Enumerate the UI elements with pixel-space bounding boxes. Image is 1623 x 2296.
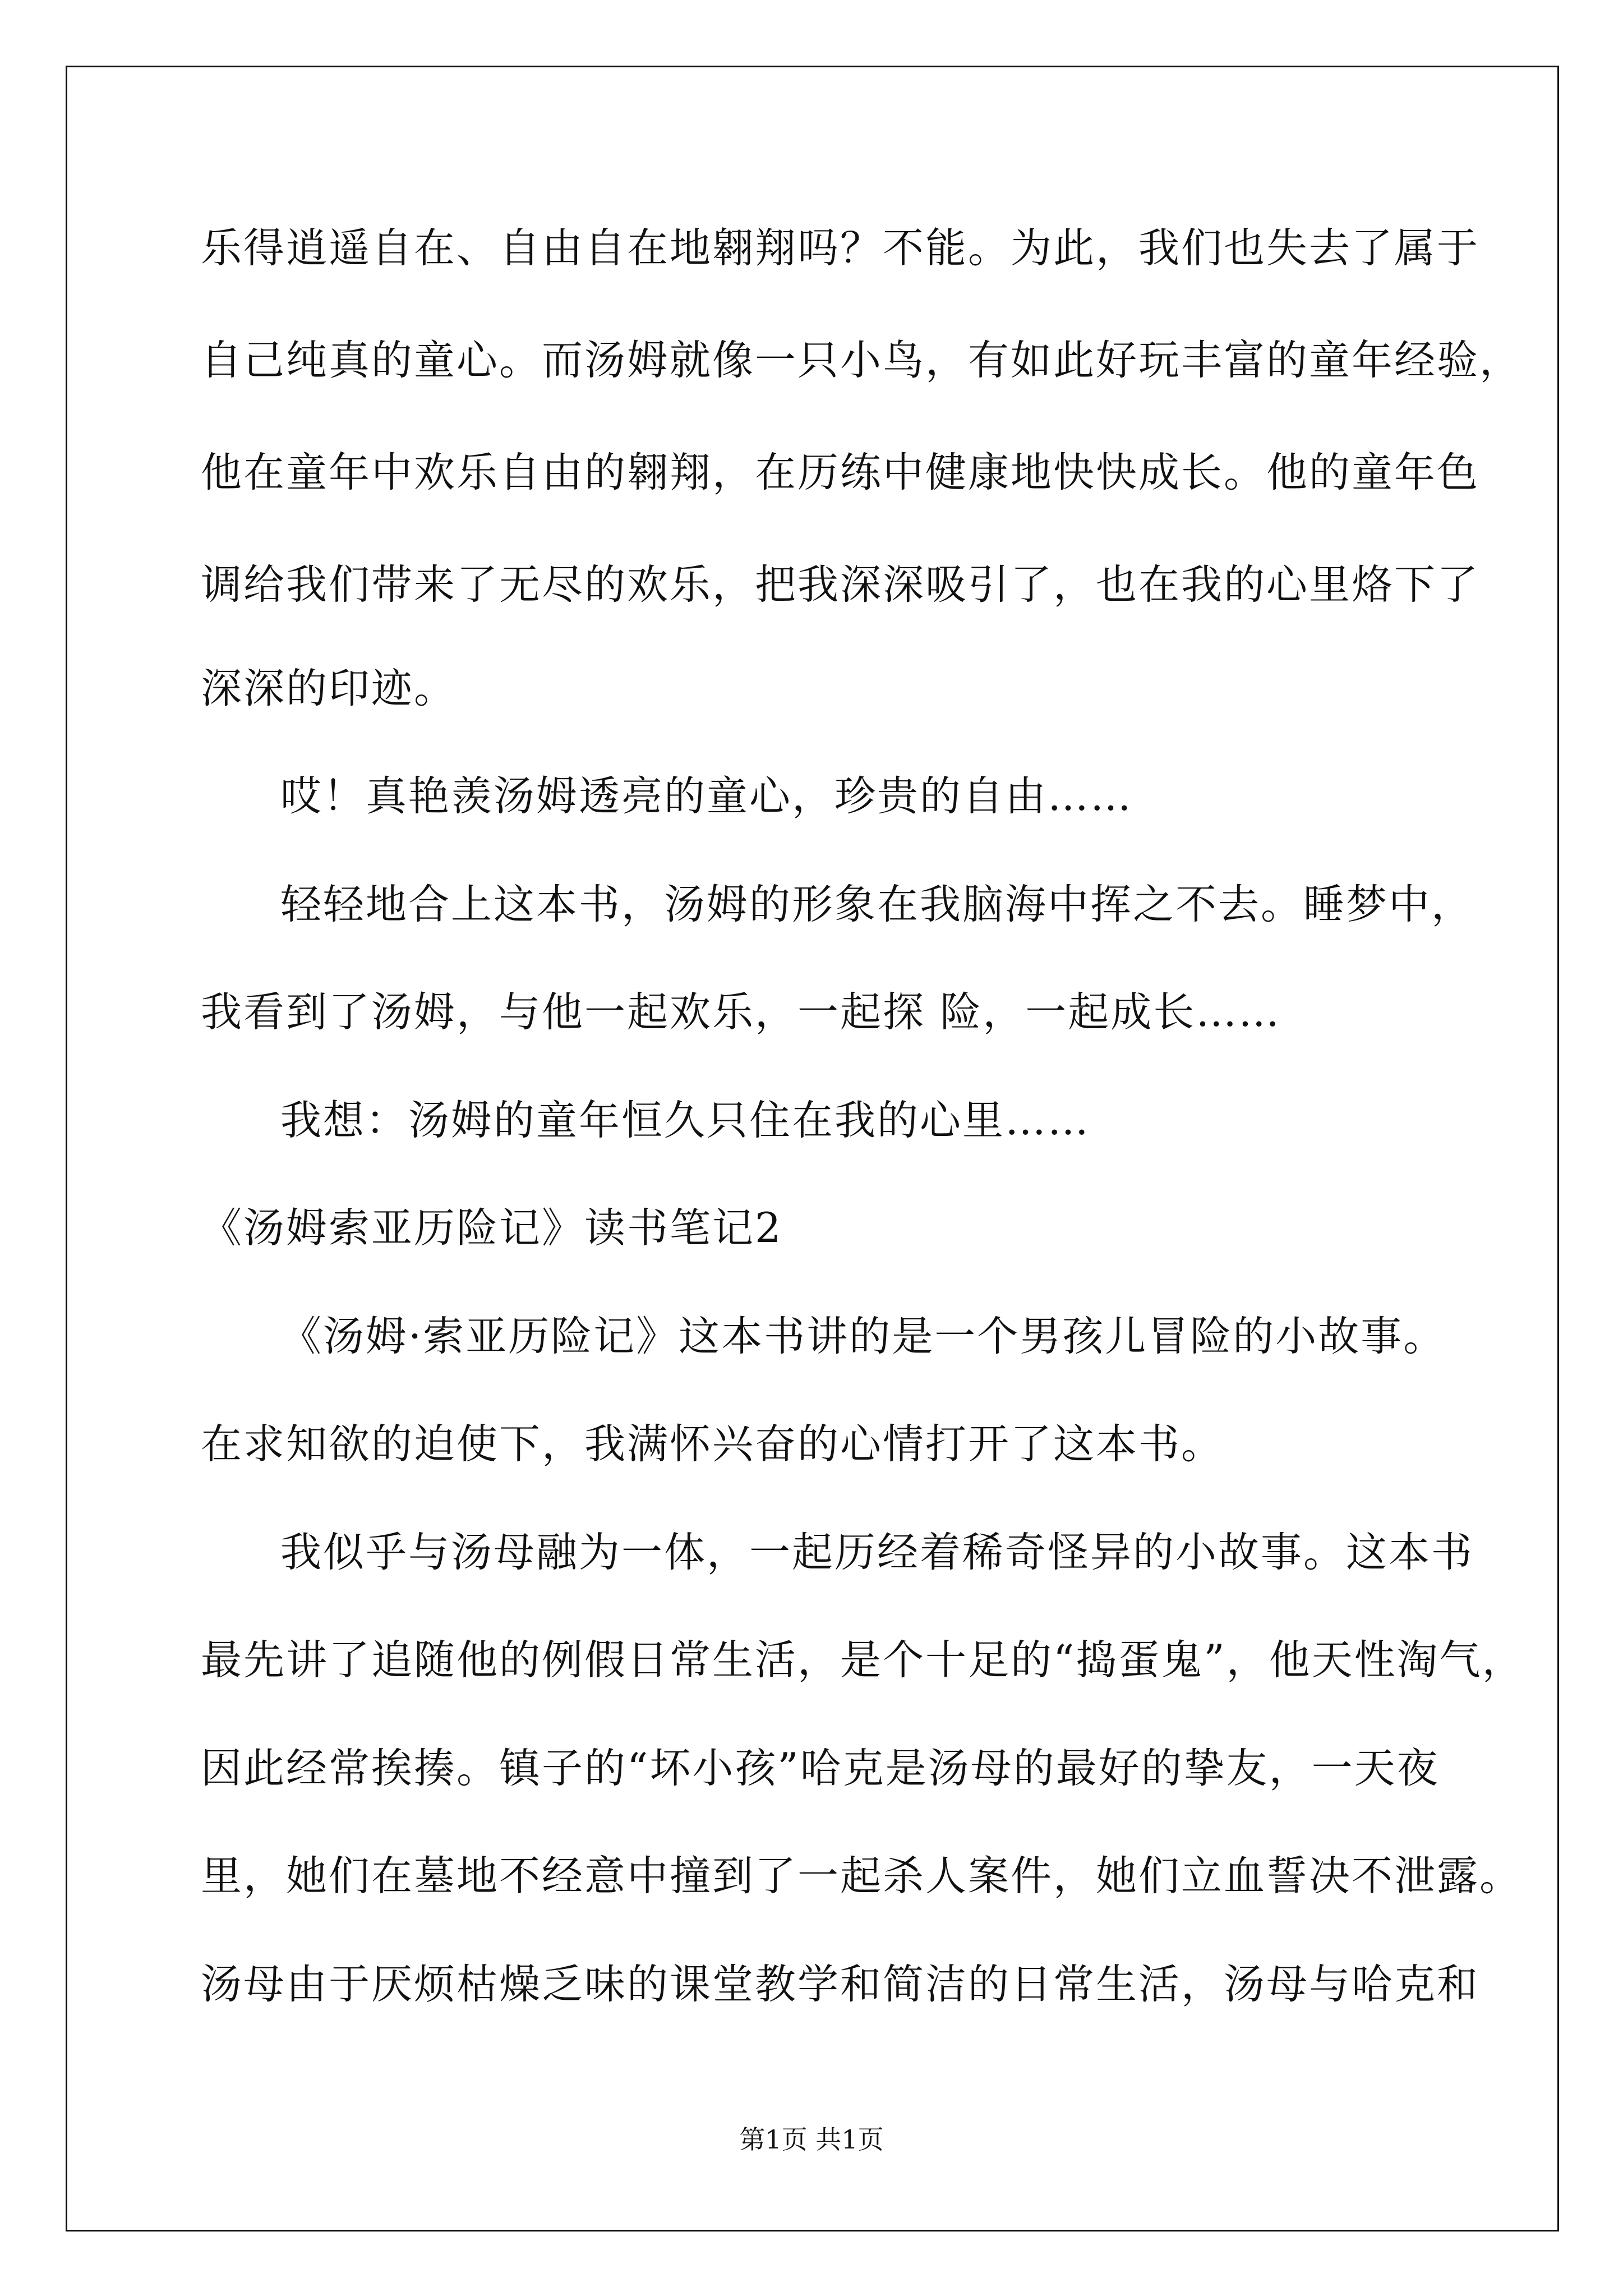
paragraph-line: 乐得逍遥自在、自由自在地翱翔吗？不能。为此，我们也失去了属于 [201, 224, 1479, 272]
paragraph-line: 《汤姆·索亚历险记》这本书讲的是一个男孩儿冒险的小故事。 [280, 1313, 1446, 1360]
paragraph-line: 汤母由于厌烦枯燥乏味的课堂教学和简洁的日常生活，汤母与哈克和 [201, 1961, 1479, 2008]
paragraph-line: 里，她们在墓地不经意中撞到了一起杀人案件，她们立血誓决不泄露。 [201, 1852, 1522, 1900]
paragraph-line: 轻轻地合上这本书，汤姆的形象在我脑海中挥之不去。睡梦中， [280, 881, 1474, 928]
paragraph-line: 他在童年中欢乐自由的翱翔，在历练中健康地快快成长。他的童年色 [201, 449, 1479, 496]
paragraph-line: 哎！真艳羡汤姆透亮的童心，珍贵的自由…… [280, 772, 1133, 820]
paragraph-line: 调给我们带来了无尽的欢乐，把我深深吸引了，也在我的心里烙下了 [201, 561, 1479, 609]
paragraph-line: 深深的印迹。 [201, 665, 457, 712]
paragraph-line: 我似乎与汤母融为一体，一起历经着稀奇怪异的小故事。这本书 [280, 1529, 1474, 1576]
section-heading: 《汤姆索亚历险记》读书笔记2 [201, 1204, 783, 1252]
paragraph-line: 自己纯真的童心。而汤姆就像一只小鸟，有如此好玩丰富的童年经验， [201, 337, 1522, 384]
paragraph-line: 我想：汤姆的童年恒久只住在我的心里…… [280, 1097, 1090, 1144]
paragraph-line: 最先讲了追随他的例假日常生活，是个十足的“捣蛋鬼”，他天性淘气， [201, 1636, 1525, 1684]
page-number-footer: 第1页 共1页 [739, 2124, 884, 2155]
paragraph-line: 在求知欲的迫使下，我满怀兴奋的心情打开了这本书。 [201, 1420, 1224, 1468]
page-border [66, 66, 1559, 2231]
paragraph-line: 因此经常挨揍。镇子的“坏小孩”哈克是汤母的最好的挚友，一天夜 [201, 1745, 1440, 1792]
paragraph-line: 我看到了汤姆，与他一起欢乐，一起探 险，一起成长…… [201, 988, 1281, 1036]
